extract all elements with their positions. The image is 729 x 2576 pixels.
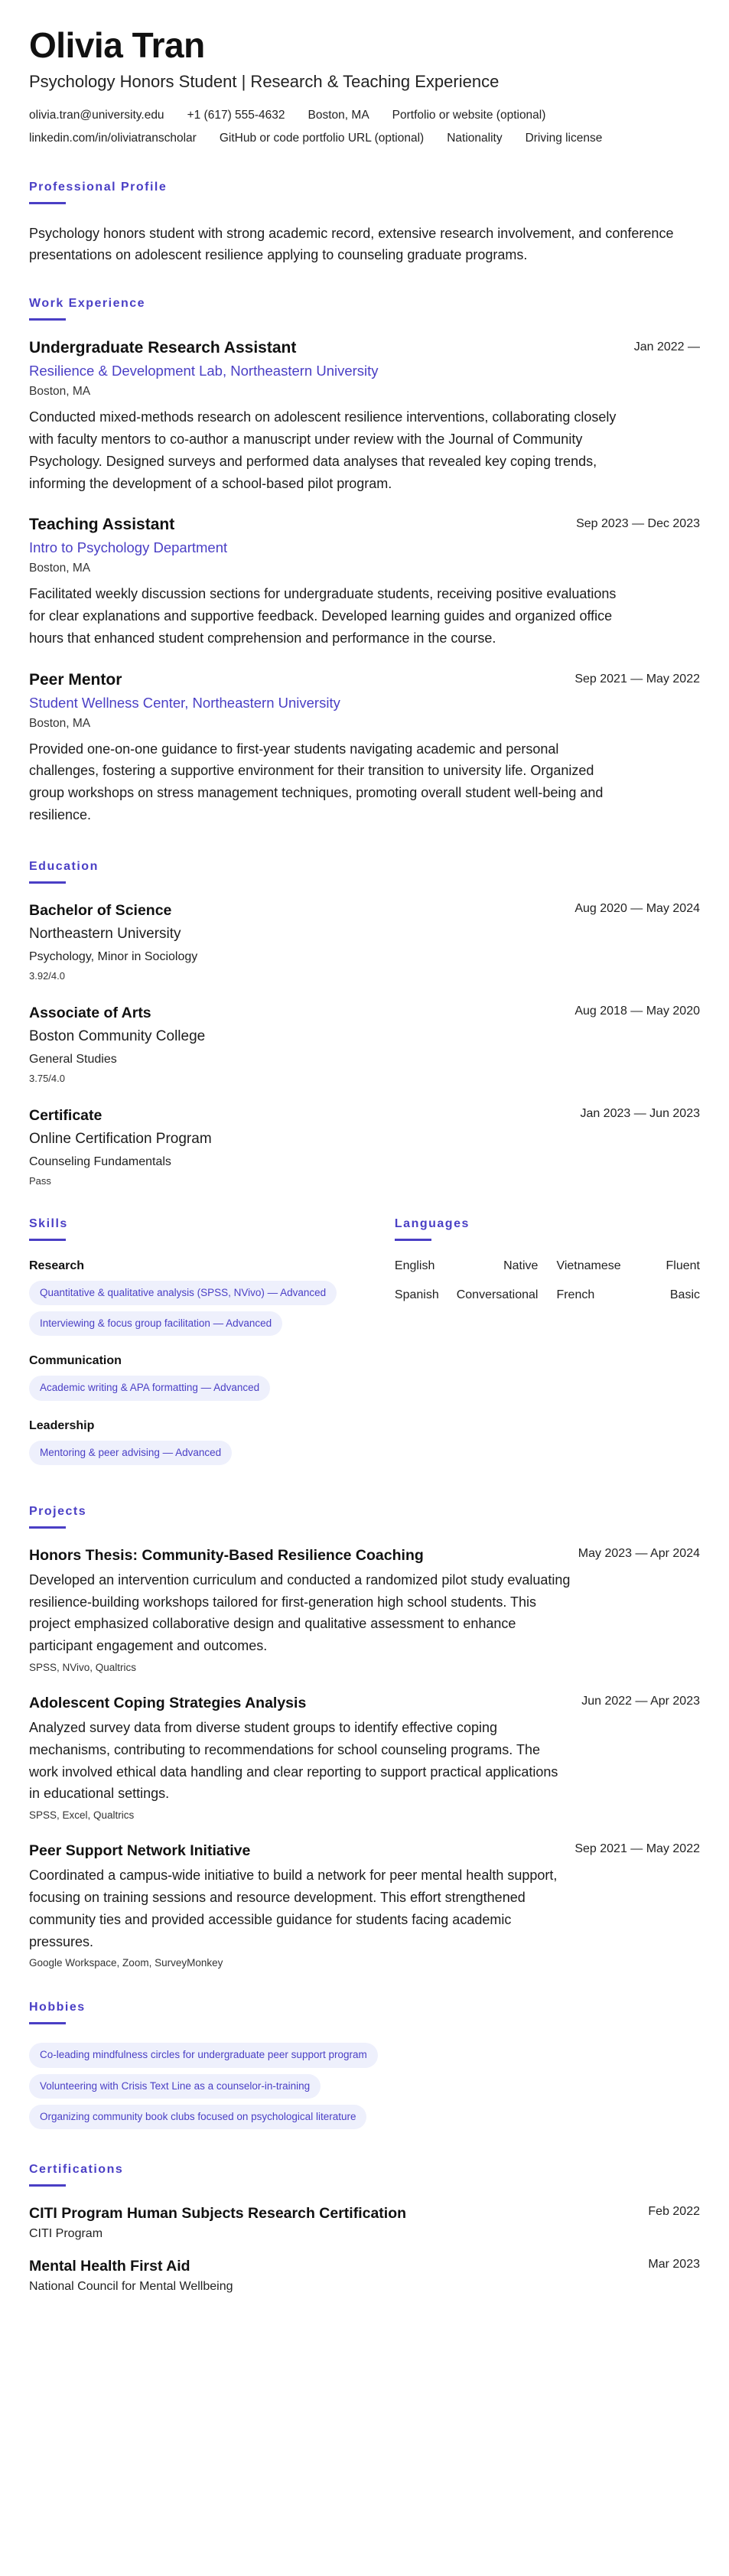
language-item — [395, 1288, 539, 1302]
project-tools: SPSS, NVivo, Qualtrics — [29, 1661, 137, 1673]
contact-driving-license: Driving license — [525, 131, 603, 145]
section-divider — [29, 1526, 66, 1529]
cert-issuer: CITI Program — [29, 2226, 103, 2240]
contact-info — [29, 109, 664, 145]
project-title: Adolescent Coping Strategies Analysis — [29, 1694, 307, 1711]
edu-degree: Bachelor of Science — [29, 901, 172, 919]
job-entry — [29, 339, 700, 494]
language-item — [556, 1288, 700, 1302]
edu-school: Northeastern University — [29, 925, 181, 942]
project-description: Analyzed survey data from diverse student groups to identify effective coping mechanisms, contributing to recommendations for school counseling programs. The work involved ethical data handling and clear reporting to support practical applications in educational settings. — [29, 1719, 558, 1802]
cert-title: CITI Program Human Subjects Research Certification — [29, 2204, 407, 2222]
edu-field: Psychology, Minor in Sociology — [29, 949, 198, 963]
hobby-pill: Co-leading mindfulness circles for undergraduate peer support program — [29, 2043, 378, 2067]
language-name: Vietnamese — [556, 1259, 621, 1272]
edu-date: Jan 2023 — Jun 2023 — [580, 1106, 700, 1120]
job-date: Jan 2022 — — [633, 340, 700, 354]
cert-title: Mental Health First Aid — [29, 2257, 190, 2275]
project-tools: SPSS, Excel, Qualtrics — [29, 1809, 135, 1822]
section-title-profile: Professional Profile — [29, 180, 168, 194]
language-name: French — [556, 1288, 595, 1301]
hobby-pill: Volunteering with Crisis Text Line as a counselor-in-training — [29, 2074, 321, 2099]
job-location: Boston, MA — [29, 385, 91, 399]
section-title-projects: Projects — [29, 1504, 87, 1518]
contact-location: Boston, MA — [308, 108, 369, 122]
profile-text: Psychology honors student with strong academic record, extensive research involvement, and conference presentations on adolescent resilience applying to counseling graduate programs. — [29, 225, 674, 263]
section-divider — [395, 1239, 431, 1241]
contact-linkedin[interactable]: linkedin.com/in/oliviatranscholar — [29, 131, 197, 145]
education-entry — [29, 1107, 700, 1187]
education-section — [29, 860, 700, 1187]
candidate-name: Olivia Tran — [29, 25, 205, 65]
project-description: Coordinated a campus-wide initiative to build a network for peer mental health support, focusing on training sessions and resource development. This effort strengthened community ties and provided accessible guidance for students facing academic pressures. — [29, 1868, 558, 1949]
edu-grade: 3.92/4.0 — [29, 969, 65, 982]
section-divider — [29, 1239, 66, 1241]
section-divider — [29, 2022, 66, 2024]
contact-email[interactable]: olivia.tran@university.edu — [29, 108, 164, 122]
skill-group — [29, 1419, 364, 1465]
cert-date: Mar 2023 — [648, 2257, 700, 2271]
edu-school: Online Certification Program — [29, 1130, 212, 1147]
language-level: Conversational — [456, 1288, 539, 1301]
skill-pill: Quantitative & qualitative analysis (SPSS, NVivo) — Advanced — [29, 1281, 337, 1305]
project-entry — [29, 1695, 700, 1821]
job-date: Sep 2021 — May 2022 — [574, 672, 700, 686]
section-title-skills: Skills — [29, 1216, 68, 1230]
section-title-certifications: Certifications — [29, 2162, 124, 2176]
job-title: Peer Mentor — [29, 670, 122, 689]
job-location: Boston, MA — [29, 716, 91, 730]
language-item — [556, 1259, 700, 1273]
section-title-education: Education — [29, 859, 99, 873]
language-name: Spanish — [394, 1288, 439, 1301]
projects-section — [29, 1505, 700, 1969]
certification-entry — [29, 2205, 700, 2241]
edu-date: Aug 2018 — May 2020 — [574, 1004, 700, 1018]
job-description: Provided one-on-one guidance to first-year students navigating academic and personal challenges, fostering a supportive environment for their transition to university life. Organized group workshops on stress management techniques, promoting overall student well-being and resilience. — [29, 741, 604, 823]
job-organization: Student Wellness Center, Northeastern University — [29, 694, 340, 711]
section-divider — [29, 2184, 66, 2187]
skill-pill: Interviewing & focus group facilitation — Advanced — [29, 1311, 282, 1336]
skill-pill: Mentoring & peer advising — Advanced — [29, 1441, 232, 1465]
contact-github[interactable]: GitHub or code portfolio URL (optional) — [219, 131, 425, 145]
languages-section — [395, 1217, 700, 1483]
skill-group — [29, 1259, 364, 1336]
job-date: Sep 2023 — Dec 2023 — [576, 517, 700, 531]
edu-degree: Associate of Arts — [29, 1004, 151, 1021]
section-title-hobbies: Hobbies — [29, 2001, 86, 2014]
job-entry — [29, 516, 700, 649]
cert-issuer: National Council for Mental Wellbeing — [29, 2279, 233, 2293]
section-divider — [29, 881, 66, 884]
language-level: Native — [503, 1259, 539, 1272]
edu-grade: 3.75/4.0 — [29, 1072, 65, 1084]
cert-date: Feb 2022 — [648, 2204, 700, 2218]
contact-portfolio[interactable]: Portfolio or website (optional) — [392, 108, 546, 122]
section-title-work: Work Experience — [29, 297, 146, 311]
job-organization: Resilience & Development Lab, Northeastern University — [29, 363, 379, 379]
language-level: Fluent — [666, 1259, 700, 1272]
hobbies-section — [29, 2001, 700, 2129]
project-entry — [29, 1842, 700, 1969]
certifications-section — [29, 2163, 700, 2294]
skill-category: Research — [29, 1259, 85, 1272]
job-location: Boston, MA — [29, 562, 91, 575]
job-title: Undergraduate Research Assistant — [29, 339, 297, 357]
section-title-languages: Languages — [394, 1216, 470, 1230]
language-name: English — [394, 1259, 435, 1272]
project-date: May 2023 — Apr 2024 — [578, 1546, 700, 1560]
candidate-headline: Psychology Honors Student | Research & Teaching Experience — [29, 71, 500, 91]
skill-group — [29, 1354, 364, 1400]
project-entry — [29, 1547, 700, 1673]
education-entry — [29, 1005, 700, 1084]
job-description: Facilitated weekly discussion sections for undergraduate students, receiving positive evaluations for clear explanations and supportive feedback. Developed learning guides and organized office hours that enhanced student comprehension and performance in the course. — [29, 586, 617, 646]
edu-grade: Pass — [29, 1174, 51, 1187]
education-entry — [29, 902, 700, 982]
work-section — [29, 297, 700, 826]
skills-languages-row — [29, 1217, 700, 1483]
skills-section — [29, 1217, 364, 1483]
job-title: Teaching Assistant — [29, 516, 175, 534]
edu-field: General Studies — [29, 1052, 117, 1066]
contact-phone[interactable]: +1 (617) 555-4632 — [187, 108, 285, 122]
skill-category: Leadership — [29, 1418, 95, 1432]
skill-category: Communication — [29, 1354, 122, 1368]
section-divider — [29, 318, 66, 321]
language-item — [395, 1259, 539, 1273]
job-entry — [29, 671, 700, 826]
edu-school: Boston Community College — [29, 1027, 206, 1044]
project-tools: Google Workspace, Zoom, SurveyMonkey — [29, 1957, 223, 1969]
edu-field: Counseling Fundamentals — [29, 1154, 171, 1168]
skill-pill: Academic writing & APA formatting — Advanced — [29, 1376, 270, 1400]
certification-entry — [29, 2258, 700, 2294]
project-date: Jun 2022 — Apr 2023 — [581, 1694, 700, 1708]
job-organization: Intro to Psychology Department — [29, 539, 228, 556]
project-date: Sep 2021 — May 2022 — [574, 1842, 700, 1856]
project-title: Peer Support Network Initiative — [29, 1842, 251, 1860]
language-level: Basic — [669, 1288, 700, 1301]
project-title: Honors Thesis: Community-Based Resilience Coaching — [29, 1546, 424, 1564]
profile-section — [29, 181, 700, 267]
project-description: Developed an intervention curriculum and conducted a randomized pilot study evaluating resilience-building workshops tailored for first-generation high school students. This project emphasized collaborative design and qualitative assessment to enhance participant engagement and outcomes. — [29, 1571, 571, 1654]
hobby-pill: Organizing community book clubs focused on psychological literature — [29, 2105, 366, 2129]
contact-nationality: Nationality — [447, 131, 503, 145]
section-divider — [29, 202, 66, 204]
edu-degree: Certificate — [29, 1106, 103, 1124]
edu-date: Aug 2020 — May 2024 — [574, 901, 700, 915]
job-description: Conducted mixed-methods research on adolescent resilience interventions, collaborating closely with faculty mentors to co-author a manuscript under review with the Journal of Community Psychology. Designed surveys and performed data analyses that revealed key coping trends, informing the development of a school-based pilot program. — [29, 409, 617, 491]
